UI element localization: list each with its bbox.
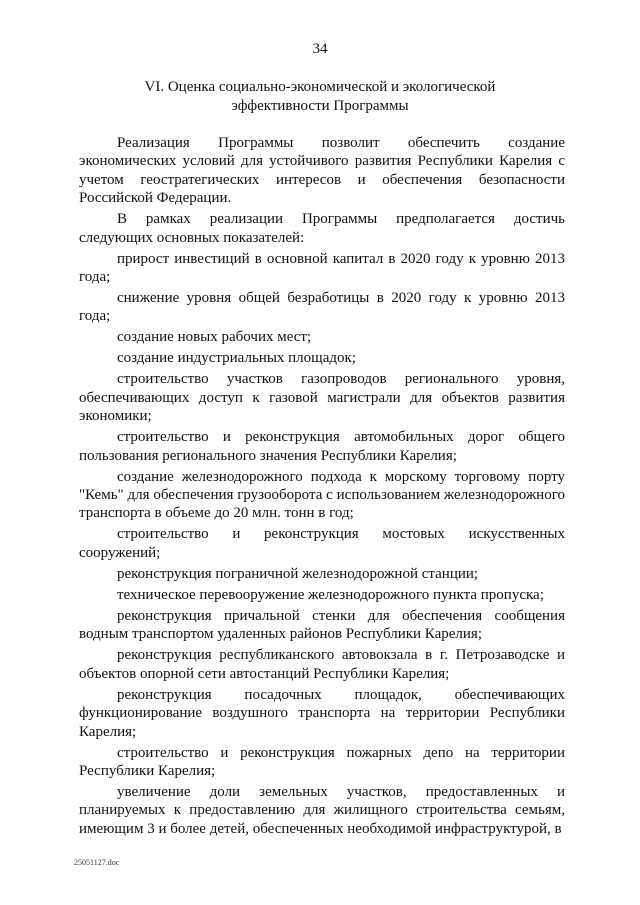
- list-item: техническое перевооружение железнодорожного пункта пропуска;: [117, 586, 544, 603]
- list-item: реконструкция причальной стенки для обеспечения сообщения водным транспортом удаленных районов Республики Карелия;: [79, 607, 565, 643]
- paragraph: В рамках реализации Программы предполагается достичь следующих основных показателей:: [79, 211, 565, 246]
- list-item: строительство и реконструкция мостовых искусственных сооружений;: [79, 526, 565, 561]
- list-item: прирост инвестиций в основной капитал в 2020 году к уровню 2013 года;: [79, 250, 565, 286]
- list-item: снижение уровня общей безработицы в 2020 году к уровню 2013 года;: [79, 290, 565, 325]
- list-item: реконструкция республиканского автовокзала в г. Петрозаводске и объектов опорной сети автостанций Республики Карелия;: [79, 647, 565, 682]
- list-item: строительство участков газопроводов регионального уровня, обеспечивающих доступ к газовой магистрали для объектов развития экономики;: [79, 371, 565, 425]
- list-item: создание новых рабочих мест;: [117, 329, 312, 346]
- section-heading: [60, 78, 580, 116]
- section-heading-line-2: эффективности Программы: [231, 98, 409, 114]
- list-item: увеличение доли земельных участков, предоставленных и планируемых к предоставлению для жилищного строительства семьям, имеющим 3 и более детей, обеспеченных необходимой инфраструктурой, в: [79, 783, 565, 837]
- list-item: создание индустриальных площадок;: [117, 350, 356, 367]
- list-item: реконструкция посадочных площадок, обеспечивающих функционирование воздушного транспорта на территории Республики Карелия;: [79, 686, 565, 740]
- list-item: строительство и реконструкция автомобильных дорог общего пользования регионального значения Республики Карелия;: [79, 429, 565, 464]
- page-number: 34: [312, 41, 328, 57]
- list-item: создание железнодорожного подхода к морскому торговому порту "Кемь" для обеспечения грузооборота с использованием железнодорожного транспорта в объеме до 20 млн. тонн в год;: [79, 468, 565, 522]
- list-item: строительство и реконструкция пожарных депо на территории Республики Карелия;: [79, 744, 565, 779]
- document-body: [79, 134, 565, 841]
- section-heading-line-1: VI. Оценка социально-экономической и экологической: [144, 79, 496, 95]
- paragraph: Реализация Программы позволит обеспечить создание экономических условий для устойчивого развития Республики Карелия с учетом геостратегических интересов и обеспечения безопасности Российской Федерации.: [79, 135, 565, 207]
- footer-filename: 25051127.doc: [74, 858, 120, 867]
- list-item: реконструкция пограничной железнодорожной станции;: [117, 565, 479, 582]
